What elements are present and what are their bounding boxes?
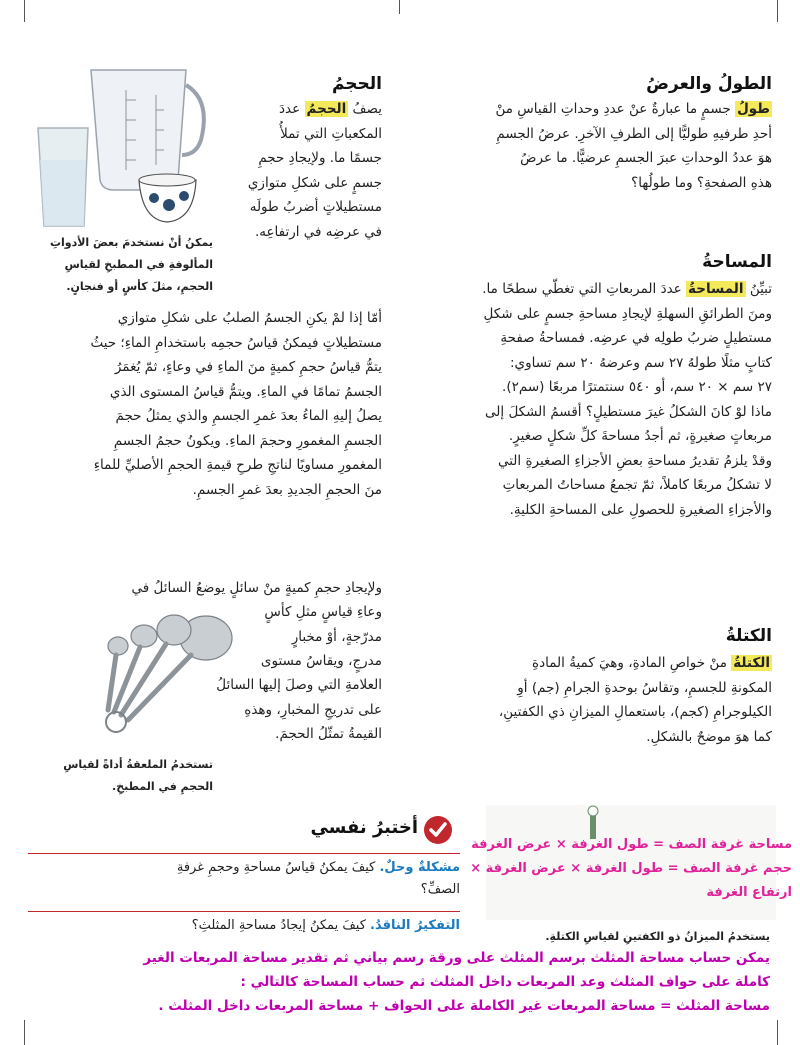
crop-mark <box>399 0 400 14</box>
liquid-paragraph-tail: العلامةِ التي وصلَ إليها السائلُ على تدريجِ المخبارِ، وهذهِ القيمةُ تمثّلُ الحجمَ. <box>216 677 382 742</box>
volume-body: أمّا إذا لمْ يكنِ الجسمُ الصلبُ على شكلِ متوازي مستطيلاتٍ فيمكنُ قياسُ حجمِه باستخدامِ الماءِ؛ حيثُ يتمُّ قياسُ حجمِ كميةٍ منَ الماءِ في وعاءٍ، ثمّ يُغمَرُ الجسمُ تمامًا في الماءِ. ويتمُّ قياسُ المستوى الذي يصلُ إليهِ الماءُ بعدَ غمرِ الجسمِ والذي يمثلُ حجمَ الجسمِ المغمورِ وحجمَ الماءِ. ويكونُ حجمُ الجسمِ المغمورِ مساويًا لناتجِ طرحِ قيمةِ الحجمِ الأصليِّ للماءِ منَ الحجمِ الجديدِ بعدَ غمرِ الجسمِ. <box>90 310 382 498</box>
separator <box>28 911 460 912</box>
crop-mark <box>24 0 25 22</box>
crop-mark <box>777 0 778 22</box>
crop-mark <box>777 1020 778 1045</box>
area-term: المساحةُ <box>688 281 744 297</box>
mass-heading: الكتلةُ <box>725 626 772 646</box>
volume-heading: الحجمُ <box>331 74 382 94</box>
volume-heading-block <box>228 74 382 244</box>
liquid-line-first: ولإيجادِ حجمِ كميةٍ منْ سائلٍ يوضعُ السائلُ في <box>131 580 382 596</box>
length-section <box>410 74 772 195</box>
self-test-section <box>28 815 460 955</box>
checkmark-icon <box>423 815 453 845</box>
volume-term: الحجمُ <box>306 101 347 117</box>
kitchen-tools-image <box>36 60 221 230</box>
length-paragraph: طولُ جسمٍ ما عبارةٌ عنْ عددِ وحداتِ القياسِ منْ أحدِ طرفيهِ طوليًّا إلى الطرفِ الآخرِ. عرضُ الجسمِ هوَ عددُ الوحداتِ عبرَ الجسمِ عرضيًّا. ما عرضُ هذهِ الصفحةِ؟ وما طولُها؟ <box>495 101 772 191</box>
kitchen-caption: يمكنُ أنْ نستخدمَ بعضَ الأدواتِ المألوفةِ في المطبخِ لقياسِ الحجمِ، مثلَ كأسٍ أو فنجانٍ. <box>49 236 213 293</box>
length-term: طولُ <box>737 101 770 117</box>
area-paragraph: تبيِّنُ المساحةُ عددَ المربعاتِ التي تغطّي سطحًا ما. ومنَ الطرائقِ السهلةِ لإيجادِ مساحةِ جسمٍ على شكلِ مستطيلٍ ضربُ طولِه في عرضِه. فمساحةُ صفحةِ كتابٍ مثلًا طولهُ ٢٧ سم وعرضهُ ٢٠ سم تساوي: ٢٧ سم × ٢٠ سم، أو ٥٤٠ سنتمترًا مربعًا (سم٢). ماذا لوْ كانَ الشكلُ غيرَ مستطيلٍ؟ أقسمُ الشكلَ إلى مربعاتٍ صغيرةٍ، ثم أجدُ مساحةَ كلِّ شكلٍ صغيرٍ. وقدْ يلزمُ تقديرُ مساحةِ بعضِ الأجزاءِ الصغيرةِ التي لا تشكلُ مربعًا كاملاً، ثمّ تجمعُ مساحاتُ المربعاتِ والأجزاءِ الصغيرةِ للحصولِ على المساحةِ الكليةِ. <box>482 281 772 518</box>
area-section <box>410 252 772 522</box>
crop-mark <box>24 1020 25 1045</box>
answer-1: مساحة غرفة الصف = طول الغرفة × عرض الغرفة حجم غرفة الصف = طول الغرفة × عرض الغرفة × ارتفاع الغرفة <box>470 837 792 900</box>
area-heading: المساحةُ <box>702 252 772 272</box>
question-2: التفكيرُ الناقدُ. كيفَ يمكنُ إيجادُ مساحةِ المثلثِ؟ <box>191 918 460 933</box>
mass-paragraph: الكتلةُ منْ خواصِ المادةِ، وهيَ كميةُ المادةِ المكونةِ للجسمِ، وتقاسُ بوحدةِ الجرامِ (جم) أوِ الكيلوجرامِ (كجم)، باستعمالِ الميزانِ ذي الكفتينِ، كما هوَ موضحٌ بالشكلِ. <box>498 655 772 745</box>
balance-caption: يستخدمُ الميزانُ ذو الكفتينِ لقياسِ الكتلةِ. <box>545 930 770 943</box>
separator <box>28 853 460 854</box>
measuring-spoons-image <box>36 600 236 750</box>
q2-label: التفكيرُ الناقدُ. <box>370 918 460 933</box>
spoons-caption: تستخدمُ الملعقةُ أداةً لقياسِ الحجمِ في المطبخِ. <box>63 758 213 793</box>
mass-section <box>410 626 772 749</box>
q1-label: مشكلةٌ وحلٌ. <box>379 860 460 875</box>
mass-term: الكتلةُ <box>733 655 770 671</box>
answer-2: يمكن حساب مساحة المثلث برسم المثلث على ورقة رسم بياني ثم تقدير مساحة المربعات الغير كاملة على حواف المثلث وعد المربعات داخل المثلث ثم حساب المساحة كالتالي : مساحة المثلث = مساحة المربعات غير الكاملة على الحواف + مساحة المربعات داخل المثلث . <box>143 950 770 1014</box>
liquid-paragraph: وعاءِ قياسٍ مثلِ كأسٍ مدرّجةٍ، أوْ مخبارٍ مدرجٍ، ويقاسُ مستوى <box>260 604 382 669</box>
question-1: مشكلةٌ وحلٌ. كيفَ يمكنُ قياسُ مساحةِ وحجمِ غرفةِ الصفِّ؟ <box>176 860 460 897</box>
self-test-title: أختبرُ نفسي <box>310 817 418 838</box>
length-heading: الطولُ والعرضُ <box>646 74 772 94</box>
volume-intro: يصفُ الحجمُ عددَ المكعباتِ التي تملأُ جسمًا ما. ولإيجادِ حجمِ جسمٍ على شكلِ متوازي مستطيلاتٍ أضربُ طولَه في عرضِه في ارتفاعِه. <box>247 101 382 240</box>
